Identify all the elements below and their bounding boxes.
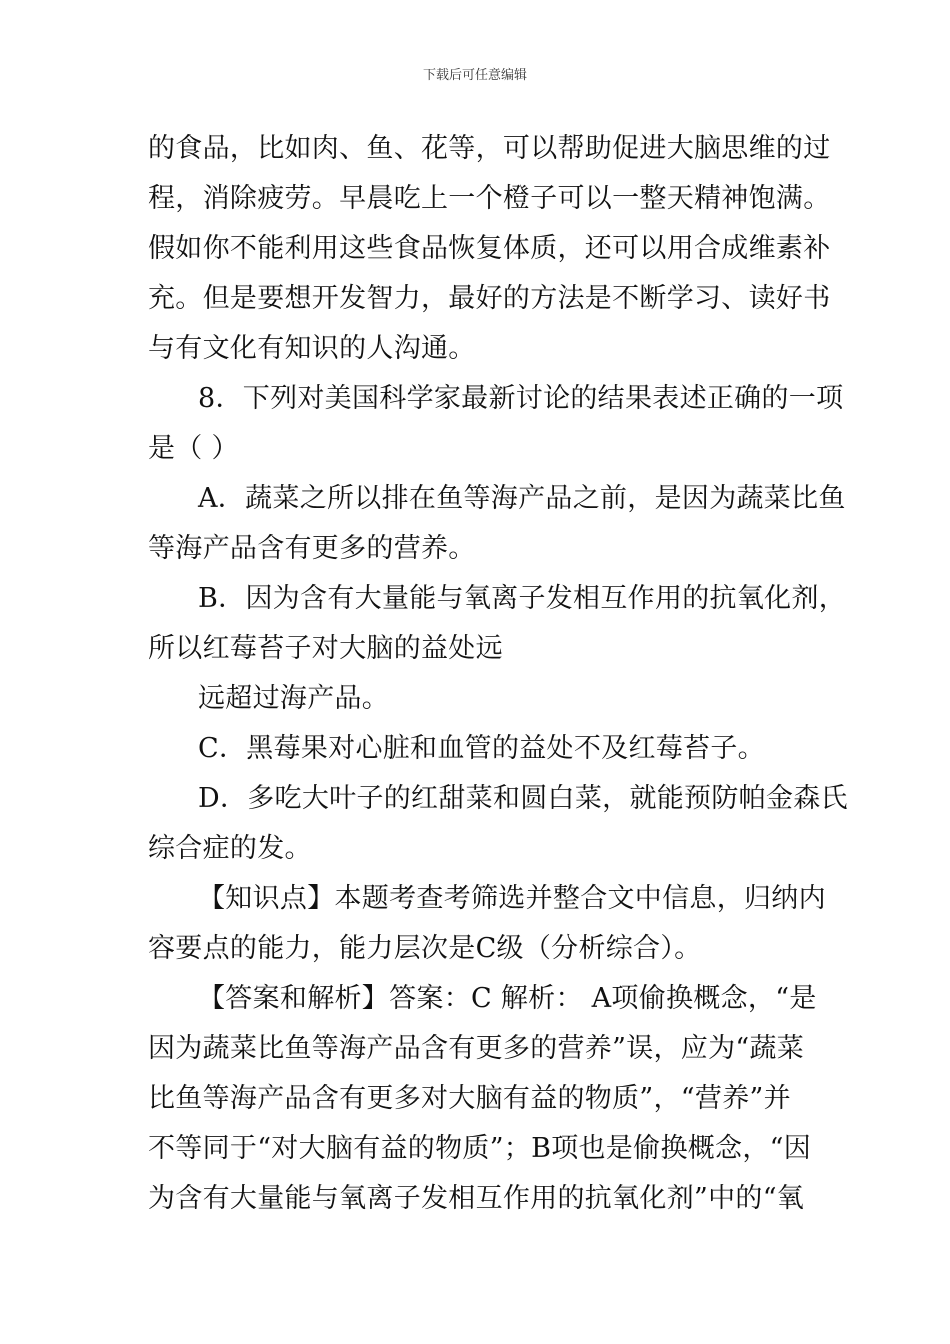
option-a: 等海产品含有更多的营养。 (148, 533, 476, 564)
text-line: 假如你不能利用这些食品恢复体质，还可以用合成维素补 (148, 233, 831, 264)
text-line: 程，消除疲劳。早晨吃上一个橙子可以一整天精神饱满。 (148, 183, 831, 214)
answer-analysis: 不等同于“对大脑有益的物质”；B项也是偷换概念，“因 (148, 1133, 812, 1164)
option-b: 远超过海产品。 (198, 683, 390, 714)
page-header: 下载后可任意编辑 (422, 68, 527, 83)
option-d: 综合症的发。 (148, 833, 312, 864)
question-stem: 8．下列对美国科学家最新讨论的结果表述正确的一项 (198, 383, 844, 414)
option-d: D．多吃大叶子的红甜菜和圆白菜，就能预防帕金森氏 (198, 783, 848, 814)
knowledge-point: 容要点的能力，能力层次是C级（分析综合）。 (148, 933, 702, 964)
answer-analysis: 为含有大量能与氧离子发相互作用的抗氧化剂”中的“氧 (148, 1183, 805, 1214)
answer-analysis: 【答案和解析】答案：C 解析： A项偷换概念，“是 (198, 983, 817, 1014)
option-a: A．蔬菜之所以排在鱼等海产品之前，是因为蔬菜比鱼 (198, 483, 846, 514)
question-stem: 是（ ） (148, 433, 239, 464)
knowledge-point: 【知识点】本题考查考筛选并整合文中信息，归纳内 (198, 883, 826, 914)
option-b: B．因为含有大量能与氧离子发相互作用的抗氧化剂， (198, 583, 847, 614)
answer-analysis: 比鱼等海产品含有更多对大脑有益的物质”，“营养”并 (148, 1083, 791, 1114)
option-b: 所以红莓苔子对大脑的益处远 (148, 633, 503, 664)
text-line: 充。但是要想开发智力，最好的方法是不断学习、读好书 (148, 283, 831, 314)
option-c: C．黑莓果对心脏和血管的益处不及红莓苔子。 (198, 733, 765, 764)
text-line: 与有文化有知识的人沟通。 (148, 333, 476, 364)
answer-analysis: 因为蔬菜比鱼等海产品含有更多的营养”误，应为“蔬菜 (148, 1033, 805, 1064)
text-line: 的食品，比如肉、鱼、花等，可以帮助促进大脑思维的过 (148, 133, 831, 164)
